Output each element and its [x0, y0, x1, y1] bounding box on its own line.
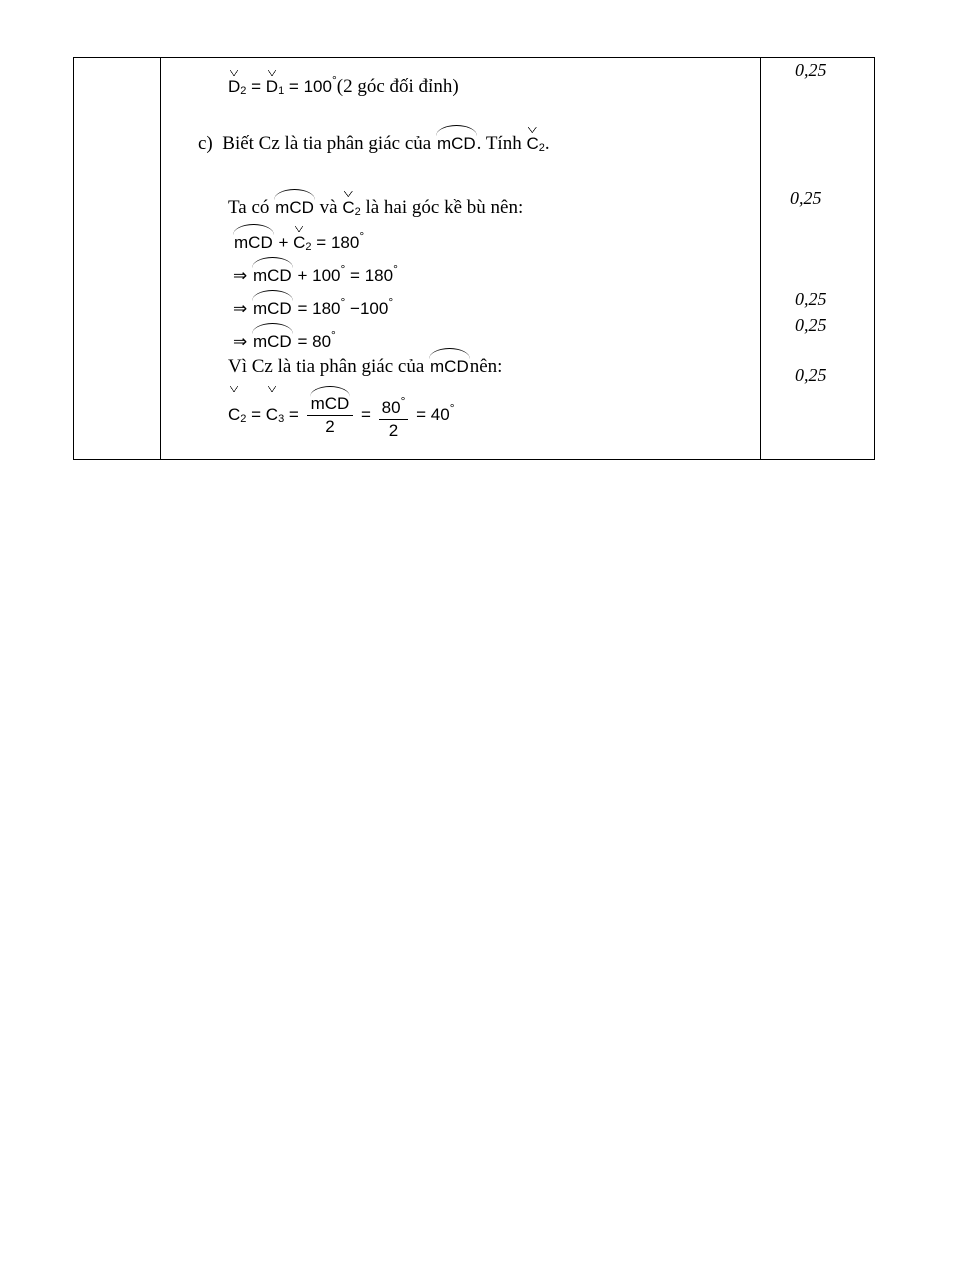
column-divider-1: [160, 58, 161, 459]
answer-table: [73, 57, 875, 460]
score: 0,25: [795, 365, 827, 385]
column-divider-2: [760, 58, 761, 459]
statement-supplementary: Ta có mCD và C2 là hai góc kề bù nên:: [228, 197, 524, 218]
arc-mcd: mCD: [436, 132, 477, 156]
equation-bisector: C2 = C3 = $\frac{\text{mCD}}{2}$ = $\frac{80^\circ}{2}$ = 40°: [228, 384, 455, 443]
score: 0,25: [795, 315, 827, 335]
statement-bisector: Vì Cz là tia phân giác của mCDnên:: [228, 356, 503, 377]
equation-step-3: ⇒ mCD = 80°: [233, 323, 336, 354]
arc-mcd: mCD: [274, 196, 315, 220]
arc-mcd: mCD: [429, 355, 470, 379]
equation-step-2: ⇒ mCD = 180° −100°: [233, 290, 393, 321]
equation-sum-180: mCD + C2 = 180°: [234, 229, 365, 253]
angle-d1: D: [266, 75, 278, 99]
angle-c2: C: [342, 196, 354, 220]
score: 0,25: [790, 188, 822, 208]
question-c: c) Biết Cz là tia phân giác của mCD. Tính C2.: [198, 133, 550, 154]
fraction-80-over-2: $\frac{80^\circ}{2}$: [379, 390, 409, 442]
fraction-mcd-over-2: $\frac{\text{mCD}}{2}$: [307, 393, 354, 438]
angle-c2: C: [526, 132, 538, 156]
score: 0,25: [795, 289, 827, 309]
angle-d2: D: [228, 75, 240, 99]
equation-step-1: ⇒ mCD + 100° = 180°: [233, 257, 398, 288]
equation-d2-d1: D2 = D1 = 100°(2 góc đối đỉnh): [228, 73, 459, 97]
score: 0,25: [795, 60, 827, 80]
